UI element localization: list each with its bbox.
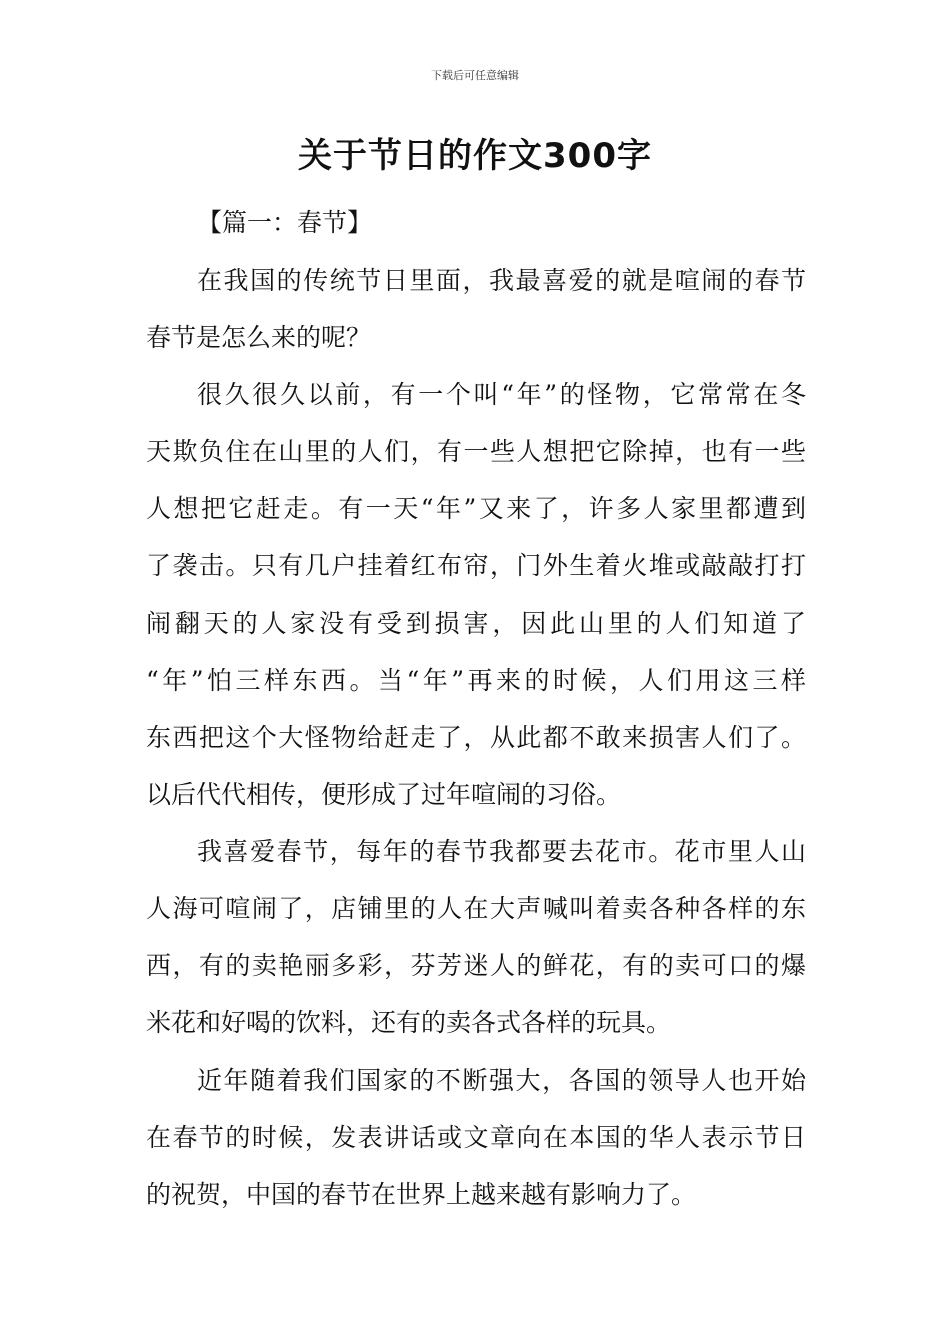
- paragraph-line: 人海可喧闹了，店铺里的人在大声喊叫着卖各种各样的东: [146, 894, 806, 923]
- section-label: 【篇一：春节】: [197, 208, 373, 237]
- paragraph-line: 春节是怎么来的呢？: [146, 323, 372, 352]
- page-title: 关于节日的作文300字: [298, 136, 652, 176]
- paragraph-line: 以后代代相传，便形成了过年喧闹的习俗。: [146, 780, 622, 809]
- paragraph-line: “年”怕三样东西。当“年”再来的时候，人们用这三样: [146, 666, 806, 695]
- paragraph-line: 东西把这个大怪物给赶走了，从此都不敢来损害人们了。: [146, 723, 806, 752]
- paragraph-line: 很久很久以前，有一个叫“年”的怪物，它常常在冬: [197, 380, 806, 409]
- paragraph-line: 人想把它赶走。有一天“年”又来了，许多人家里都遭到: [146, 494, 806, 523]
- header-note: 下载后可任意编辑: [431, 69, 519, 82]
- paragraph-line: 了袭击。只有几户挂着红布帘，门外生着火堆或敲敲打打: [146, 551, 806, 580]
- paragraph-line: 在我国的传统节日里面，我最喜爱的就是喧闹的春节: [197, 266, 806, 295]
- paragraph-line: 米花和好喝的饮料，还有的卖各式各样的玩具。: [146, 1008, 672, 1037]
- paragraph-line: 西，有的卖艳丽多彩，芬芳迷人的鲜花，有的卖可口的爆: [146, 951, 806, 980]
- paragraph-line: 天欺负住在山里的人们，有一些人想把它除掉，也有一些: [146, 437, 806, 466]
- paragraph-line: 的祝贺，中国的春节在世界上越来越有影响力了。: [146, 1180, 697, 1209]
- paragraph-line: 近年随着我们国家的不断强大，各国的领导人也开始: [197, 1066, 806, 1095]
- paragraph-line: 闹翻天的人家没有受到损害，因此山里的人们知道了: [146, 609, 806, 638]
- paragraph-line: 我喜爱春节，每年的春节我都要去花市。花市里人山: [197, 837, 806, 866]
- paragraph-line: 在春节的时候，发表讲话或文章向在本国的华人表示节日: [146, 1123, 806, 1152]
